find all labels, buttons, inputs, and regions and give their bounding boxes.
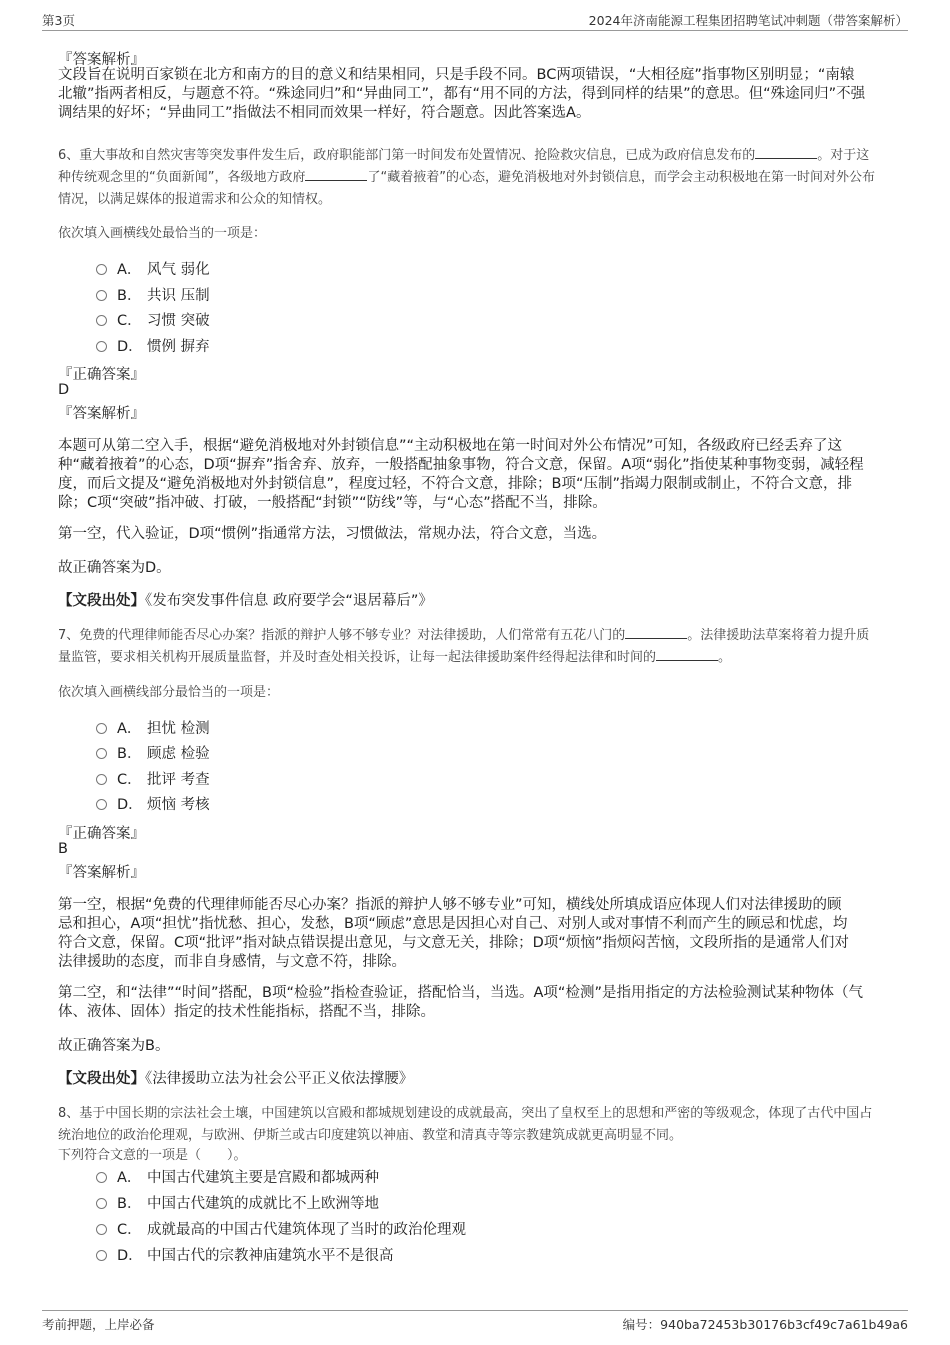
q7-analysis-p2 (58, 984, 898, 1022)
q6-line: 了“藏着掖着”的心态，避免消极地对外封锁信息，而学会主动积极地在第一时间对外公布 (367, 170, 875, 185)
q7-analysis-p3: 故正确答案为B。 (58, 1038, 170, 1054)
analysis-line: 体、液体、固体）指定的技术性能指标，搭配不当，排除。 (58, 1004, 435, 1020)
code-label: 编号： (622, 1317, 661, 1332)
q6-option-a[interactable]: A． 风气 弱化 (96, 258, 210, 278)
code-value: 940ba72453b30176b3cf49c7a61b49a6 (660, 1317, 908, 1332)
radio-icon[interactable] (96, 774, 107, 785)
prev-analysis-text (58, 66, 898, 123)
source-title: 《法律援助立法为社会公平正义依法撑腰》 (145, 1071, 414, 1087)
blank-line (305, 169, 367, 181)
radio-icon[interactable] (96, 290, 107, 301)
question-6-stem: 依次填入画横线处最恰当的一项是： (58, 226, 267, 241)
document-title: 2024年济南能源工程集团招聘笔试冲刺题（带答案解析） (588, 13, 908, 28)
footer-slogan: 考前押题，上岸必备 (42, 1317, 155, 1332)
radio-icon[interactable] (96, 1224, 107, 1235)
q6-option-c[interactable]: C． 习惯 突破 (96, 309, 210, 329)
question-8-text (58, 1103, 908, 1147)
page-footer (42, 1310, 908, 1333)
q6-analysis-p2: 第一空，代入验证，D项“惯例”指通常方法，习惯做法，常规办法，符合文意，当选。 (58, 526, 607, 542)
q8-option-c[interactable]: C． 成就最高的中国古代建筑体现了当时的政治伦理观 (96, 1218, 466, 1238)
radio-icon[interactable] (96, 341, 107, 352)
prev-analysis-line: 北辙”指两者相反，与题意不符。“殊途同归”和“异曲同工”，都有“用不同的方法，得到同样的结果”的意思。但“殊途同归”不强 (58, 86, 866, 102)
q8-line: 统治地位的政治伦理观，与欧洲、伊斯兰或古印度建筑以神庙、教堂和清真寺等宗教建筑成就更高明显不同。 (58, 1128, 683, 1143)
q6-answer: D (58, 382, 70, 398)
document-code (623, 1315, 908, 1333)
q6-line: 情况，以满足媒体的报道需求和公众的知情权。 (58, 192, 332, 207)
page-header (42, 8, 908, 31)
q7-option-b[interactable]: B． 顾虑 检验 (96, 742, 210, 762)
radio-icon[interactable] (96, 799, 107, 810)
question-6-text (58, 145, 908, 211)
q7-option-d[interactable]: D． 烦恼 考核 (96, 793, 210, 813)
question-7-text (58, 625, 908, 669)
radio-icon[interactable] (96, 1198, 107, 1209)
q7-line: 。法律援助法草案将着力提升质 (687, 628, 870, 643)
radio-icon[interactable] (96, 1250, 107, 1261)
q8-option-a[interactable]: A． 中国古代建筑主要是宫殿和都城两种 (96, 1166, 379, 1186)
analysis-line: 第一空，根据“免费的代理律师能否尽心办案？指派的辩护人够不够专业”可知，横线处所填成语应体现人们对法律援助的顾 (58, 897, 842, 913)
q6-option-d[interactable]: D． 惯例 摒弃 (96, 335, 210, 355)
radio-icon[interactable] (96, 748, 107, 759)
prev-analysis-line: 调结果的好坏；“异曲同工”指做法不相同而效果一样好，符合题意。因此答案选A。 (58, 105, 591, 121)
blank-line (656, 649, 718, 661)
analysis-line: 度，而后文提及“避免消极地对外封锁信息”，程度过轻，不符合文意，排除；B项“压制”指竭力限制或制止，不符合文意，排 (58, 476, 852, 492)
source-title: 《发布突发事件信息 政府要学会“退居幕后”》 (145, 593, 433, 609)
q6-analysis-label: 『答案解析』 (58, 406, 145, 422)
q7-line: 量监管，要求相关机构开展质量监督，并及时查处相关投诉，让每一起法律援助案件经得起法律和时间的 (58, 650, 657, 665)
analysis-line: 法律援助的态度，而非自身感情，与文意不符，排除。 (58, 954, 406, 970)
page-number: 第3页 (42, 13, 75, 28)
q7-answer: B (58, 841, 68, 857)
q6-analysis-p3: 故正确答案为D。 (58, 560, 171, 576)
radio-icon[interactable] (96, 315, 107, 326)
q7-option-c[interactable]: C． 批评 考查 (96, 768, 210, 788)
q7-option-a[interactable]: A． 担忧 检测 (96, 717, 210, 737)
q6-source (58, 592, 898, 611)
radio-icon[interactable] (96, 1172, 107, 1183)
q6-answer-label: 『正确答案』 (58, 367, 145, 383)
analysis-line: 符合文意，保留。C项“批评”指对缺点错误提出意见，与文意无关，排除；D项“烦恼”指烦闷苦恼，文段所指的是通常人们对 (58, 935, 849, 951)
analysis-line: 种“藏着掖着”的心态，D项“摒弃”指舍弃、放弃，一般搭配抽象事物，符合文意，保留。A项“弱化”指使某种事物变弱，减轻程 (58, 457, 864, 473)
q6-option-b[interactable]: B． 共识 压制 (96, 284, 210, 304)
q8-option-d[interactable]: D． 中国古代的宗教神庙建筑水平不是很高 (96, 1244, 394, 1264)
analysis-line: 本题可从第二空入手，根据“避免消极地对外封锁信息”“主动积极地在第一时间对外公布情况”可知，各级政府已经丢弃了这 (58, 438, 843, 454)
q7-analysis-p1 (58, 896, 898, 972)
q6-analysis-p1 (58, 437, 898, 513)
q7-source (58, 1070, 898, 1089)
q8-line: 8、基于中国长期的宗法社会土壤，中国建筑以宫殿和都城规划建设的成就最高，突出了皇权至上的思想和严密的等级观念，体现了古代中国占 (58, 1106, 873, 1121)
q7-answer-label: 『正确答案』 (58, 826, 145, 842)
radio-icon[interactable] (96, 264, 107, 275)
source-label: 【文段出处】 (58, 593, 145, 609)
question-8-stem: 下列符合文意的一项是（ ）。 (58, 1148, 247, 1163)
q7-line: 。 (718, 650, 732, 665)
blank-line (625, 627, 687, 639)
q6-line: 6、重大事故和自然灾害等突发事件发生后，政府职能部门第一时间发布处置情况、抢险救灾信息，已成为政府信息发布的 (58, 148, 756, 163)
q8-option-b[interactable]: B． 中国古代建筑的成就比不上欧洲等地 (96, 1192, 379, 1212)
q6-line: 。对于这 (817, 148, 870, 163)
blank-line (755, 147, 817, 159)
prev-analysis-label: 『答案解析』 (58, 52, 145, 68)
q7-analysis-label: 『答案解析』 (58, 865, 145, 881)
q7-line: 7、免费的代理律师能否尽心办案？指派的辩护人够不够专业？对法律援助，人们常常有五花八门的 (58, 628, 626, 643)
source-label: 【文段出处】 (58, 1071, 145, 1087)
prev-analysis-line: 文段旨在说明百家锁在北方和南方的目的意义和结果相同，只是手段不同。BC两项错误，“大相径庭”指事物区别明显；“南辕 (58, 67, 855, 83)
analysis-line: 第二空，和“法律”“时间”搭配，B项“检验”指检查验证，搭配恰当，当选。A项“检测”是指用指定的方法检验测试某种物体（气 (58, 985, 863, 1001)
question-7-stem: 依次填入画横线部分最恰当的一项是： (58, 685, 280, 700)
analysis-line: 除；C项“突破”指冲破、打破，一般搭配“封锁”“防线”等，与“心态”搭配不当，排除。 (58, 495, 607, 511)
radio-icon[interactable] (96, 723, 107, 734)
q6-line: 种传统观念里的“负面新闻”，各级地方政府 (58, 170, 306, 185)
analysis-line: 忌和担心，A项“担忧”指忧愁、担心，发愁，B项“顾虑”意思是因担心对自己、对别人或对事情不利而产生的顾忌和忧虑，均 (58, 916, 848, 932)
